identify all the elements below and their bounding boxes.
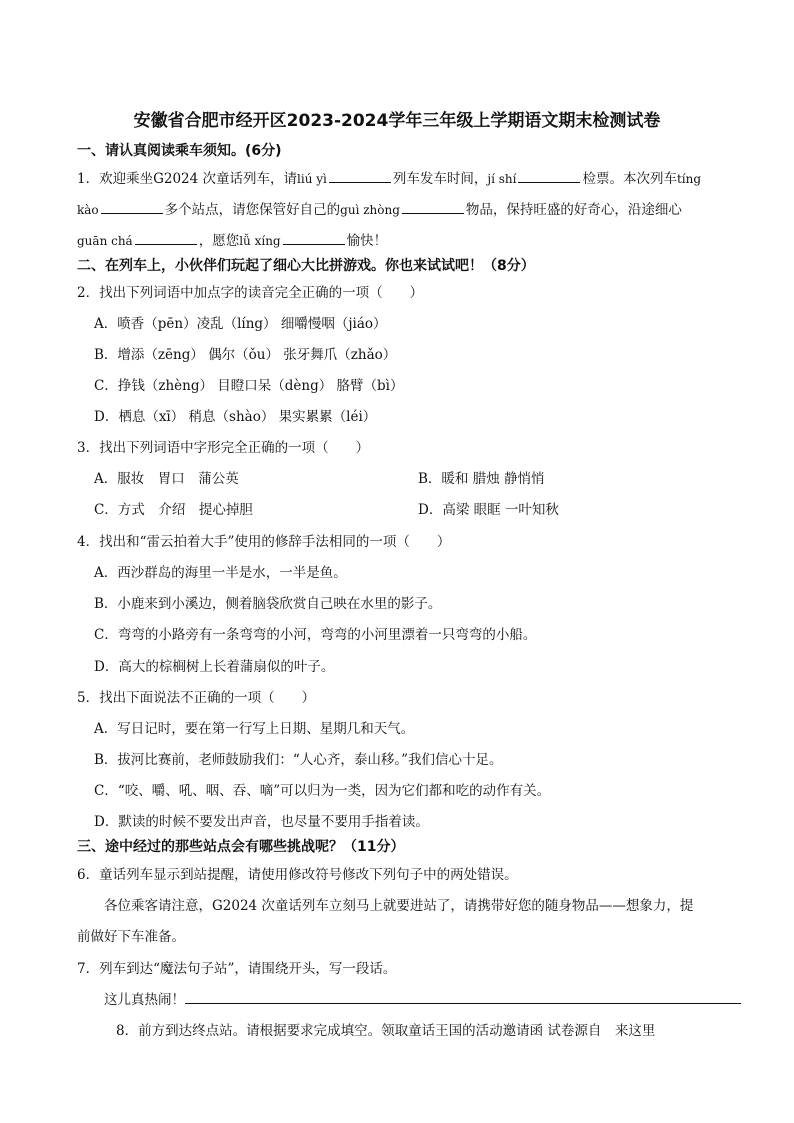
q5-option-c[interactable]: C．“咬、嚼、吼、咽、吞、嘀”可以归为一类，因为它们都和吃的动作有关。 [94, 783, 551, 799]
section-1-heading: 一、请认真阅读乘车须知。(6分) [77, 143, 282, 159]
q3-option-a[interactable]: A．服妆 胃口 蒲公英 [94, 471, 239, 487]
q4-option-b[interactable]: B．小鹿来到小溪边，侧着脑袋欣赏自己映在水里的影子。 [94, 596, 442, 612]
q7-stem: 7．列车到达“魔法句子站”，请围绕开头，写一段话。 [77, 961, 397, 977]
q1-blank-4[interactable] [402, 201, 464, 214]
q3-option-b[interactable]: B．暖和 腊烛 静悄悄 [418, 471, 545, 487]
q6-sentence-line-2: 前做好下车准备。 [77, 929, 185, 945]
q4-option-a[interactable]: A．西沙群岛的海里一半是水，一半是鱼。 [94, 565, 347, 581]
q4-stem: 4．找出和“雷云拍着大手”使用的修辞手法相同的一项（ ） [77, 534, 451, 550]
section-2-heading: 二、在列车上，小伙伴们玩起了细心大比拼游戏。你也来试试吧！（8分） [77, 258, 535, 274]
q1-blank-5[interactable] [135, 232, 197, 245]
q1-line-2: kào 多个站点，请您保管好自己的guì zhòng 物品，保持旺盛的好奇心，沿途细心 [77, 202, 682, 218]
q5-option-d[interactable]: D．默读的时候不要发出声音，也尽量不要用手指着读。 [94, 814, 429, 830]
q1-blank-1[interactable] [329, 170, 391, 183]
q5-option-b[interactable]: B．拔河比赛前，老师鼓励我们：“人心齐，泰山移。”我们信心十足。 [94, 752, 503, 768]
q2-option-b[interactable]: B．增添（zēng） 偶尔（ǒu） 张牙舞爪（zhǎo） [94, 347, 397, 363]
q2-stem: 2．找出下列词语中加点字的读音完全正确的一项（ ） [77, 285, 424, 301]
q3-option-d[interactable]: D．高梁 眼眶 一叶知秋 [418, 502, 559, 518]
section-3-heading: 三、途中经过的那些站点会有哪些挑战呢？（11分） [77, 839, 405, 855]
q6-stem: 6．童话列车显示到站提醒，请使用修改符号修改下列句子中的两处错误。 [77, 867, 518, 883]
q1-blank-2[interactable] [518, 170, 580, 183]
q1-line-1: 1．欢迎乘坐G2024 次童话列车，请liú yì 列车发车时间，jí shí 检票。本次列车tíng [77, 171, 702, 187]
q8-stem: 8．前方到达终点站。请根据要求完成填空。领取童话王国的活动邀请函 试卷源自 来这里 [116, 1023, 656, 1039]
q1-blank-3[interactable] [101, 201, 163, 214]
q6-sentence-line-1: 各位乘客请注意，G2024 次童话列车立刻马上就要进站了，请携带好您的随身物品——想象力，提 [104, 898, 694, 914]
q5-stem: 5．找出下面说法不正确的一项（ ） [77, 690, 316, 706]
q7-writing-line[interactable] [185, 991, 741, 1004]
q4-option-d[interactable]: D．高大的棕榈树上长着蒲扇似的叶子。 [94, 659, 335, 675]
q7-answer-line: 这儿真热闹！ [104, 988, 741, 1008]
q2-option-a[interactable]: A．喷香（pēn）凌乱（líng） 细嚼慢咽（jiáo） [94, 316, 387, 332]
q1-blank-6[interactable] [283, 232, 345, 245]
q3-stem: 3．找出下列词语中字形完全正确的一项（ ） [77, 440, 370, 456]
q5-option-a[interactable]: A．写日记时，要在第一行写上日期、星期几和天气。 [94, 721, 415, 737]
page-title: 安徽省合肥市经开区2023-2024学年三年级上学期语文期末检测试卷 [133, 111, 661, 131]
q3-option-c[interactable]: C．方式 介绍 提心掉胆 [94, 502, 253, 518]
q1-line-3: guān chá ，愿您lǚ xíng 愉快！ [77, 233, 388, 249]
q4-option-c[interactable]: C．弯弯的小路旁有一条弯弯的小河，弯弯的小河里漂着一只弯弯的小船。 [94, 627, 537, 643]
q2-option-d[interactable]: D．栖息（xī） 稍息（shào） 果实累累（léi） [94, 409, 377, 425]
q2-option-c[interactable]: C．挣钱（zhèng） 目瞪口呆（dèng） 胳臂（bì） [94, 378, 404, 394]
